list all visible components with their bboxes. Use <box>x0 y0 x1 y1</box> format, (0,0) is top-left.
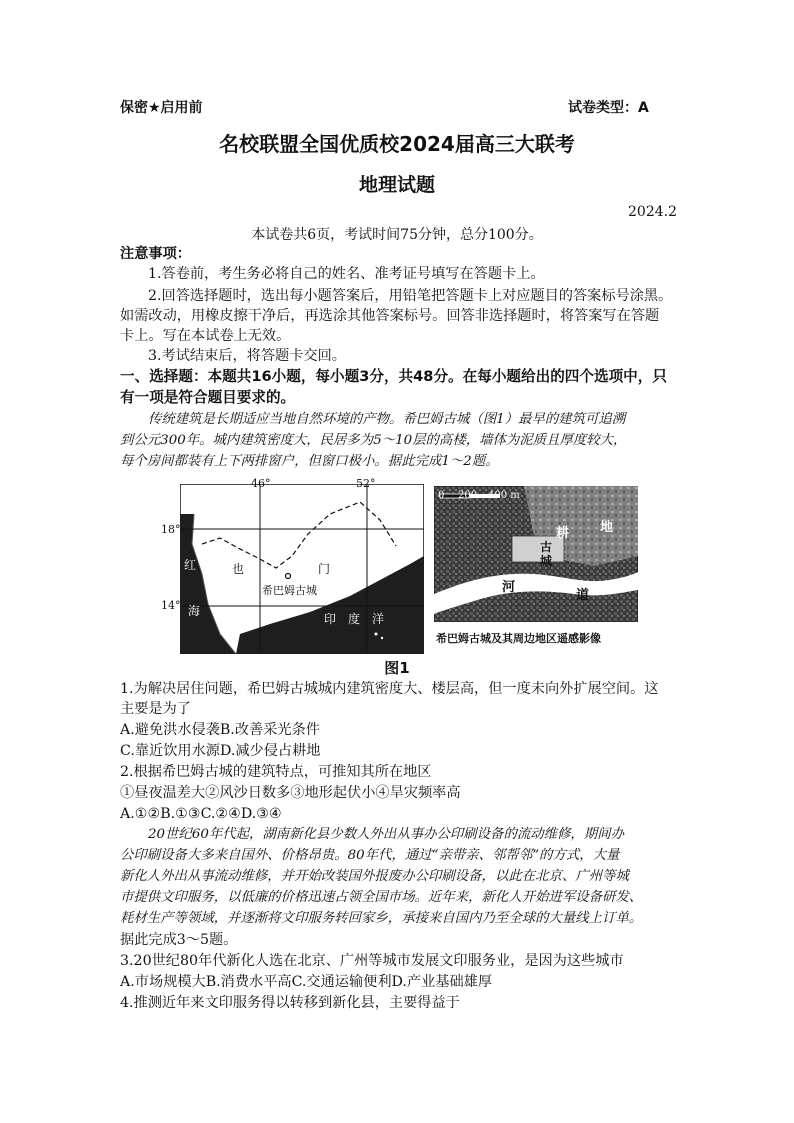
passage-line: 耗材生产等领域，并逐渐将文印服务转回家乡，承接来自国内乃至全球的大量线上订单。 <box>120 911 643 926</box>
map-lat-18: 18° <box>161 523 181 536</box>
exam-subtitle: 地理试题 <box>358 174 435 196</box>
passage-line: 到公元300年。城内建筑密度大，民居多为5～10层的高楼，墙体为泥质且厚度较大， <box>120 433 627 448</box>
passage-line: 公印刷设备大多来自国外、价格昂贵。80年代，通过“亲带亲、邻帮邻”的方式，大量 <box>120 848 620 863</box>
map-city-label: 希巴姆古城 <box>262 584 317 597</box>
notes-item: 1.答卷前，考生务必将自己的姓名、准考证号填写在答题卡上。 <box>148 266 545 282</box>
photo-caption: 希巴姆古城及其周边地区遥感影像 <box>436 632 601 645</box>
question-option: C.靠近饮用水源D.减少侵占耕地 <box>120 743 321 759</box>
question-line: 2.根据希巴姆古城的建筑特点，可推知其所在地区 <box>120 764 432 780</box>
passage-line: 每个房间都装有上下两排窗户，但窗口极小。据此完成1～2题。 <box>120 454 499 469</box>
notes-item: 如需改动，用橡皮擦干净后，再选涂其他答案标号。回答非选择题时，将答案写在答题 <box>120 308 660 324</box>
question-line: 3.20世纪80年代新化人选在北京、广州等城市发展文印服务业，是因为这些城市 <box>120 953 624 969</box>
map-country-2: 门 <box>318 562 331 576</box>
question-line: 主要是为了 <box>120 701 191 717</box>
farmland-label-1: 耕 <box>556 526 570 541</box>
map-red-sea-1: 红 <box>184 558 197 572</box>
exam-info: 本试卷共6页，考试时间75分钟，总分100分。 <box>251 227 543 243</box>
passage-line: 20世纪60年代起，湖南新化县少数人外出从事办公印刷设备的流动维修，期间办 <box>148 827 624 842</box>
old-city-label-2: 城 <box>540 554 553 568</box>
old-city-label-1: 古 <box>540 540 553 554</box>
yemen-map <box>180 484 424 654</box>
question-option: A.①②B.①③C.②④D.③④ <box>120 806 282 822</box>
map-lon-52: 52° <box>356 477 376 490</box>
figure-caption: 图1 <box>384 659 410 677</box>
section-heading: 一、选择题：本题共16小题，每小题3分，共48分。在每小题给出的四个选项中，只 <box>120 368 667 385</box>
question-option: A.避免洪水侵袭B.改善采光条件 <box>120 722 320 738</box>
map-lon-46: 46° <box>251 477 271 490</box>
confidential-label: 保密★启用前 <box>120 100 203 116</box>
notes-item: 2.回答选择题时，选出每小题答案后，用铅笔把答题卡上对应题目的答案标号涂黑。 <box>148 288 673 304</box>
exam-title: 名校联盟全国优质校2024届高三大联考 <box>219 132 575 156</box>
passage-line: 据此完成3～5题。 <box>120 932 238 948</box>
paper-type-label: 试卷类型：A <box>568 100 649 116</box>
exam-date: 2024.2 <box>628 204 677 220</box>
section-heading-cont: 有一项是符合题目要求的。 <box>120 389 296 406</box>
question-line: ①昼夜温差大②风沙日数多③地形起伏小④旱灾频率高 <box>120 785 461 801</box>
notes-item: 3.考试结束后，将答题卡交回。 <box>148 348 346 364</box>
notes-heading: 注意事项： <box>120 246 191 262</box>
passage-line: 新化人外出从事流动维修，并开始改装国外报废办公印刷设备，以此在北京、广州等城 <box>120 869 629 884</box>
map-country-1: 也 <box>232 562 245 576</box>
passage-line: 市提供文印服务，以低廉的价格迅速占领全国市场。近年来，新化人开始进军设备研发、 <box>120 890 643 905</box>
map-red-sea-2: 海 <box>188 604 201 618</box>
map-ocean-label: 印 度 洋 <box>324 612 385 626</box>
question-line: 1.为解决居住问题，希巴姆古城城内建筑密度大、楼层高，但一度未向外扩展空间。这 <box>120 681 659 697</box>
passage-line: 传统建筑是长期适应当地自然环境的产物。希巴姆古城（图1）最早的建筑可追溯 <box>148 412 626 427</box>
scale-400: 400 m <box>488 490 520 501</box>
scale-200: 200 <box>458 490 478 501</box>
river-label-2: 道 <box>576 588 590 603</box>
question-option: A.市场规模大B.消费水平高C.交通运输便利D.产业基础雄厚 <box>120 974 493 990</box>
map-lat-14: 14° <box>161 599 181 612</box>
river-label-1: 河 <box>502 580 516 595</box>
scale-0: 0 <box>438 490 445 501</box>
question-line: 4.推测近年来文印服务得以转移到新化县，主要得益于 <box>120 995 460 1011</box>
farmland-label-2: 地 <box>600 520 614 535</box>
notes-item: 卡上。写在本试卷上无效。 <box>120 328 291 344</box>
satellite-photo <box>434 486 638 622</box>
